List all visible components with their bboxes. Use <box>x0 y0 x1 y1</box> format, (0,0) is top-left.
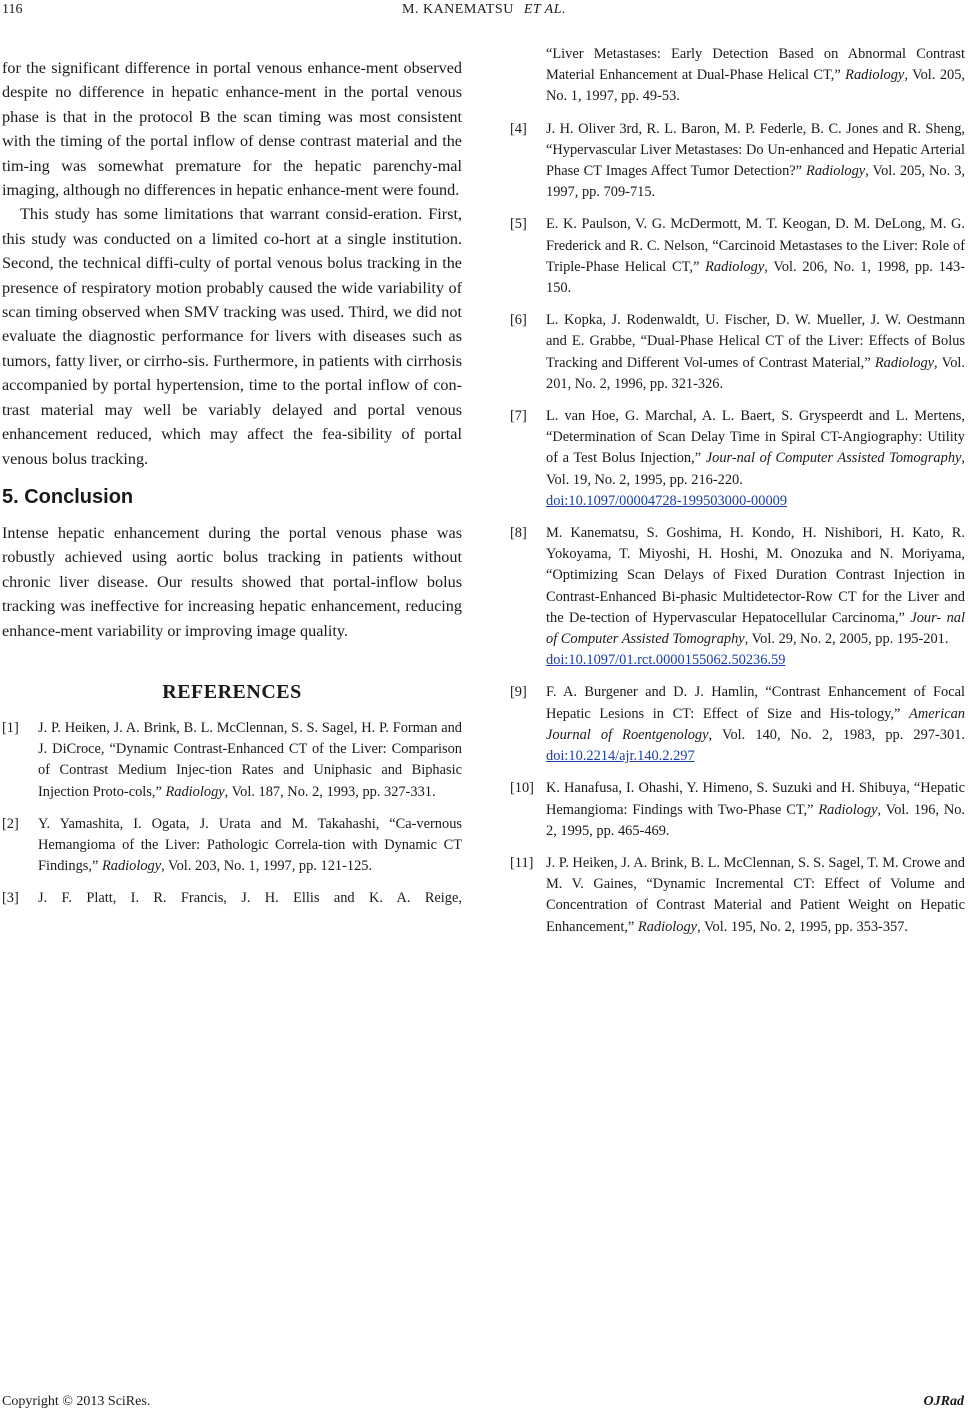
body-paragraph-2: This study has some limitations that warrant consid-eration. First, this study was conducted on a limited co-hort at a single institution. Second, the technical diffi-culty of portal venous bolus tracking in the presence of respiratory motion probably caused the wide variability of scan timing observed when SMV tracking was used. Third, we did not evaluate the diagnostic performance for livers with diseases such as tumors, fatty liver, or cirrho-sis. Furthermore, in patients with cirrhosis accompanied by portal hypertension, time to the portal inflow of con-trast material may well be variably delayed and portal venous enhancement reduced, which may affect the fea-sibility of portal venous bolus tracking. <box>2 205 462 468</box>
reference-text: L. Kopka, J. Rodenwaldt, U. Fischer, D. W. Mueller, J. W. Oestmann and E. Grabbe, “Dual-Phase Helical CT of the Liver: Effects of Bolus Tracking and Different Vol-umes of Contrast Material,” Radiology, Vol. 201, No. 2, 1996, pp. 321-326. <box>546 312 965 392</box>
reference-number: [6] <box>510 312 527 329</box>
doi-link[interactable]: doi:10.2214/ajr.140.2.297 <box>546 748 695 765</box>
reference-text: Y. Yamashita, I. Ogata, J. Urata and M. Takahashi, “Ca-vernous Hemangioma of the Liver: Pathologic Correla-tion with Dynamic CT Findings,” Radiology, Vol. 203, No. 1, 1997, pp. 121-125. <box>38 815 462 875</box>
reference-number: [11] <box>510 854 534 871</box>
reference-text: L. van Hoe, G. Marchal, A. L. Baert, S. Gryspeerdt and L. Mertens, “Determination of Scan Delay Time in Spiral CT-Angiography: Utility of a Test Bolus Injection,” Jour-nal of Computer Assisted Tomography, Vol. 19, No. 2, 1995, pp. 216-220. doi:10.1097/00004728-199503000-00009 <box>546 406 965 512</box>
reference-6 <box>510 310 965 395</box>
reference-text: E. K. Paulson, V. G. McDermott, M. T. Keogan, D. M. DeLong, M. G. Frederick and R. C. Nelson, “Carcinoid Metastases to the Liver: Role of Triple-Phase Helical CT,” Radiology, Vol. 206, No. 1, 1998, pp. 143-150. <box>546 216 965 297</box>
doi-link[interactable]: doi:10.1097/01.rct.0000155062.50236.59 <box>546 652 786 669</box>
running-head <box>0 2 968 18</box>
footer-journal: OJRad <box>923 1394 964 1409</box>
reference-number: [2] <box>2 815 19 832</box>
doi-link[interactable]: doi:10.1097/00004728-199503000-00009 <box>546 492 788 509</box>
reference-number: [3] <box>2 890 19 907</box>
body-paragraph-1: for the significant difference in portal venous enhance-ment observed despite no difference in hepatic enhance-ment in the portal venous phase is that in the protocol B the scan timing was most consistent with the timing of the portal inflow of dense contrast material and the tim-ing was somewhat premature for the hepatic parenchy-mal imaging, although no differences in hepatic enhance-ment were found. <box>2 59 462 200</box>
reference-text: J. F. Platt, I. R. Francis, J. H. Ellis and K. A. Reige, <box>38 890 462 907</box>
reference-4 <box>510 119 965 204</box>
reference-3 <box>2 888 462 909</box>
reference-number: [4] <box>510 120 527 137</box>
running-head-et-al: ET AL. <box>523 2 566 17</box>
reference-1 <box>2 718 462 803</box>
reference-number: [8] <box>510 525 527 542</box>
reference-text: J. P. Heiken, J. A. Brink, B. L. McClennan, S. S. Sagel, H. P. Forman and J. DiCroce, “Dynamic Contrast-Enhanced CT of the Liver: Comparison of Contrast Medium Injec-tion Rates and Uniphasic and Biphasic Injection Proto-cols,” Radiology, Vol. 187, No. 2, 1993, pp. 327-331. <box>38 719 462 800</box>
reference-text: F. A. Burgener and D. J. Hamlin, “Contrast Enhancement of Focal Hepatic Lesions in CT: Effect of Size and His-tology,” American Journal of Roentgenology, Vol. 140, No. 2, 1983, pp. 297-301. doi:10.2214/ajr.140.2.297 <box>546 684 965 765</box>
running-head-author: M. KANEMATSU <box>402 2 514 17</box>
reference-number: [9] <box>510 684 527 701</box>
reference-number: [5] <box>510 216 527 233</box>
conclusion-paragraph: Intense hepatic enhancement during the portal venous phase was robustly achieved using aortic bolus tracking in patients without chronic liver disease. Our results showed that portal-inflow bolus tracking was ineffective for increasing hepatic enhancement, reducing enhance-ment variability or improving image quality. <box>2 523 462 640</box>
reference-text: K. Hanafusa, I. Ohashi, Y. Himeno, S. Suzuki and H. Shibuya, “Hepatic Hemangioma: Findings with Two-Phase CT,” Radiology, Vol. 196, No. 2, 1995, pp. 465-469. <box>546 780 965 839</box>
reference-5 <box>510 214 965 299</box>
reference-number: [1] <box>2 719 19 736</box>
reference-7 <box>510 406 965 512</box>
page-number: 116 <box>2 2 23 17</box>
reference-text: J. H. Oliver 3rd, R. L. Baron, M. P. Federle, B. C. Jones and R. Sheng, “Hypervascular Liver Metastases: Do Un-enhanced and Hepatic Arterial Phase CT Images Affect Tumor Detection?” Radiology, Vol. 205, No. 3, 1997, pp. 709-715. <box>546 120 966 201</box>
footer-copyright: Copyright © 2013 SciRes. <box>2 1394 151 1409</box>
reference-text: J. P. Heiken, J. A. Brink, B. L. McClennan, S. S. Sagel, T. M. Crowe and M. V. Gaines, “Dynamic Incremental CT: Effect of Volume and Concentration of Contrast Material and Patient Weight on Hepatic Enhancement,” Radiology, Vol. 195, No. 2, 1995, pp. 353-357. <box>546 854 965 935</box>
reference-9 <box>510 682 965 767</box>
reference-10 <box>510 778 965 842</box>
reference-2 <box>2 814 462 878</box>
reference-11 <box>510 853 965 938</box>
left-column <box>2 56 462 921</box>
reference-8 <box>510 523 965 671</box>
reference-number: [7] <box>510 408 527 425</box>
right-column <box>510 44 965 949</box>
section-title-conclusion: 5. Conclusion <box>2 485 134 508</box>
reference-text: M. Kanematsu, S. Goshima, H. Kondo, H. Nishibori, H. Kato, R. Yokoyama, T. Miyoshi, H. Hoshi, M. Onozuka and N. Moriyama, “Optimizing Scan Delays of Fixed Duration Contrast Injection in Contrast-Enhanced Bi-phasic Multidetector-Row CT for the Liver and the De-tection of Hypervascular Hepatocellular Carcinoma,” Jour- nal of Computer Assisted Tomography, Vol. 29, No. 2, 2005, pp. 195-201. doi:10.1097/01.rct.0000155062.50236.59 <box>546 523 965 671</box>
reference-3-continued: “Liver Metastases: Early Detection Based on Abnormal Contrast Material Enhancement at Dual-Phase Helical CT,” Radiology, Vol. 205, No. 1, 1997, pp. 49-53. <box>546 46 965 105</box>
references-title: REFERENCES <box>162 680 302 703</box>
reference-number: [10] <box>510 780 534 797</box>
